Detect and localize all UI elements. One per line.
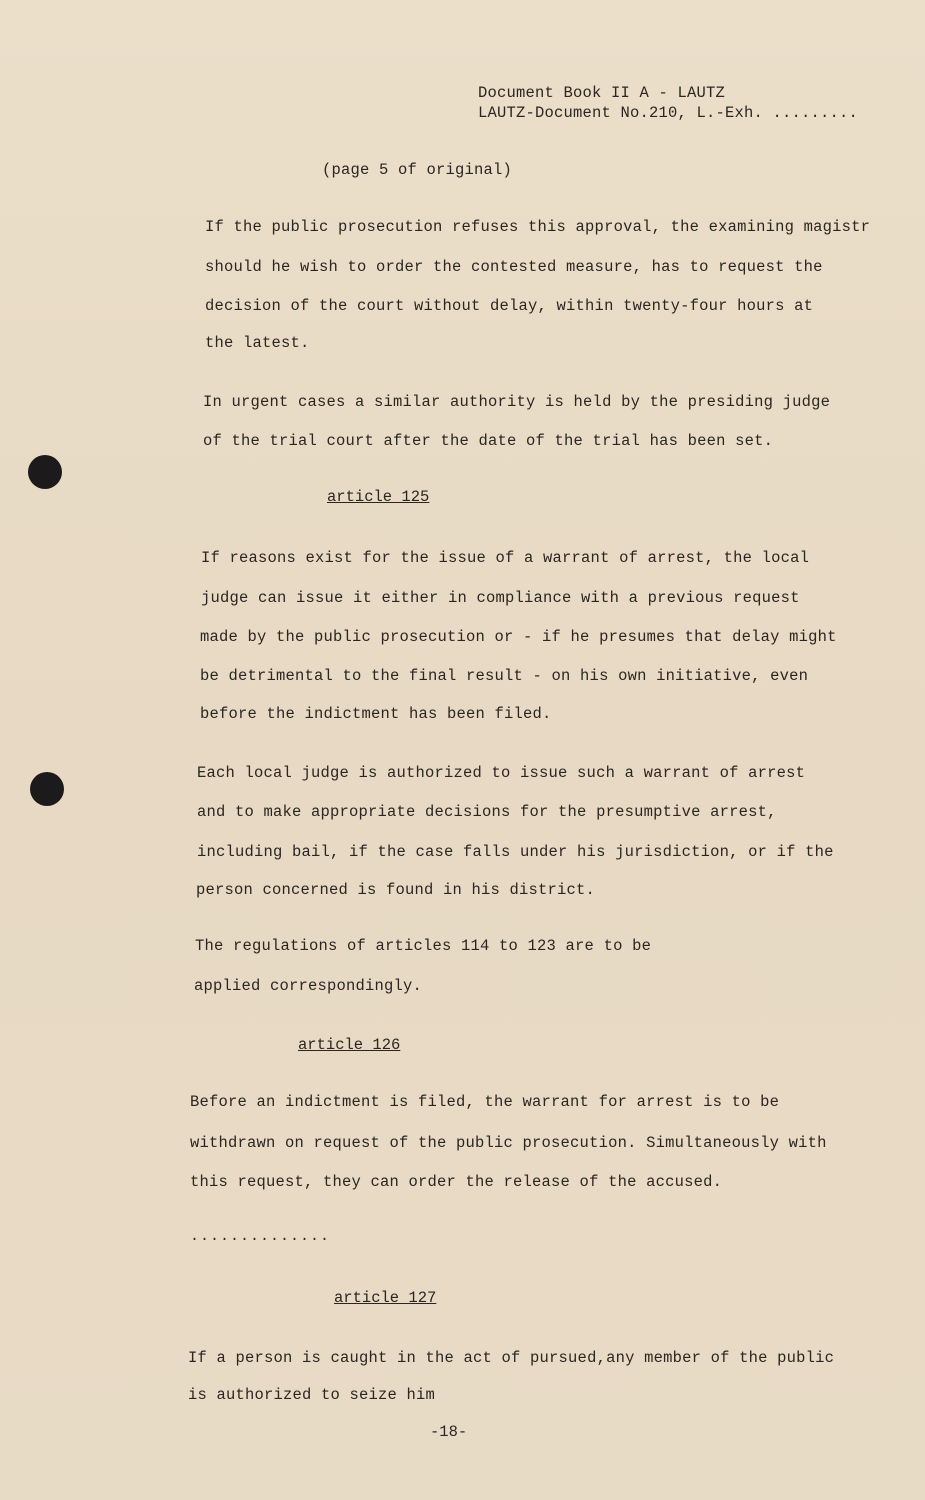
paragraph-line: the latest.: [205, 334, 310, 352]
paragraph-line: should he wish to order the contested measure, has to request the: [205, 258, 823, 276]
article-125-heading: article 125: [327, 488, 430, 506]
paragraph-line: is authorized to seize him: [188, 1386, 436, 1404]
article-126-heading: article 126: [298, 1036, 401, 1054]
paragraph-line: applied correspondingly.: [194, 977, 423, 995]
ellipsis-separator: ..............: [190, 1228, 331, 1245]
paragraph-line: The regulations of articles 114 to 123 are to be: [195, 937, 652, 955]
punch-hole-bottom: [30, 772, 64, 806]
paragraph-line: made by the public prosecution or - if he presumes that delay might: [200, 628, 837, 646]
page-note: (page 5 of original): [322, 161, 513, 179]
paragraph-line: If a person is caught in the act of pursued,any member of the public: [188, 1349, 835, 1367]
paragraph-line: Before an indictment is filed, the warrant for arrest is to be: [190, 1093, 780, 1111]
article-127-heading: article 127: [334, 1289, 437, 1307]
page-number: -18-: [430, 1423, 468, 1441]
paragraph-line: be detrimental to the final result - on his own initiative, even: [200, 667, 809, 685]
paragraph-line: In urgent cases a similar authority is held by the presiding judge: [203, 393, 831, 411]
paragraph-line: person concerned is found in his district.: [196, 881, 596, 899]
paragraph-line: before the indictment has been filed.: [200, 705, 552, 723]
paragraph-line: of the trial court after the date of the trial has been set.: [203, 432, 774, 450]
paragraph-line: decision of the court without delay, within twenty-four hours at: [205, 297, 814, 315]
punch-hole-top: [28, 455, 62, 489]
header-line-2: LAUTZ-Document No.210, L.-Exh. .........: [478, 104, 859, 122]
paragraph-line: withdrawn on request of the public prosecution. Simultaneously with: [190, 1134, 827, 1152]
paragraph-line: If the public prosecution refuses this approval, the examining magistr: [205, 218, 871, 236]
paragraph-line: Each local judge is authorized to issue such a warrant of arrest: [197, 764, 806, 782]
header-line-1: Document Book II A - LAUTZ: [478, 84, 726, 102]
paragraph-line: If reasons exist for the issue of a warrant of arrest, the local: [201, 549, 810, 567]
paragraph-line: and to make appropriate decisions for the presumptive arrest,: [197, 803, 777, 821]
paragraph-line: including bail, if the case falls under his jurisdiction, or if the: [197, 843, 834, 861]
paragraph-line: judge can issue it either in compliance with a previous request: [201, 589, 800, 607]
paragraph-line: this request, they can order the release of the accused.: [190, 1173, 723, 1191]
